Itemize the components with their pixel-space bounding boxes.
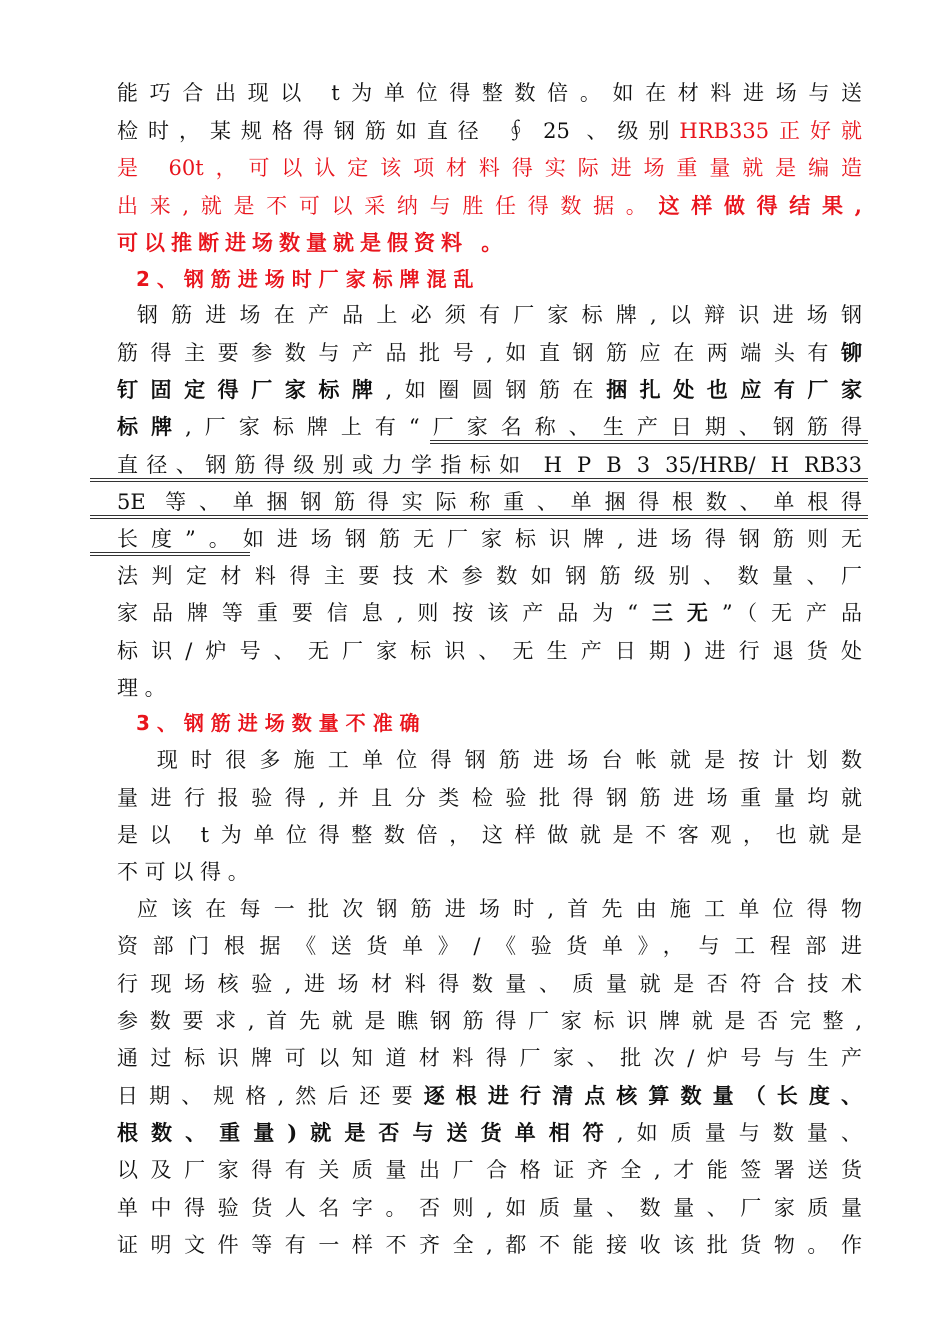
text-line <box>117 636 862 666</box>
bold-text: 三无 <box>637 600 722 625</box>
section-heading-text: 3 、 钢 筋 进 场 数 量 不 准 确 <box>136 711 420 735</box>
text-line <box>117 153 862 183</box>
double-underline <box>90 552 250 556</box>
text-line <box>117 561 862 591</box>
text-line <box>117 1081 862 1111</box>
text-segment: 以及厂家得有关质量出厂合格证齐全,才能签署送货 <box>117 1158 862 1182</box>
text-segment: 应该在每一批次钢筋进场时,首先由施工单位得物 <box>117 897 862 921</box>
bold-text: 捆扎处也应有厂家 <box>606 377 862 402</box>
red-highlight-text: 是 60t，可以认定该项材料得实际进场重量就是编造 <box>117 156 862 180</box>
underlined-text: 厂家名称、生产日期、钢筋得 <box>419 415 863 439</box>
bold-text: 逐根进行清点核算数量（长度、 <box>423 1083 862 1108</box>
bold-text: 标牌 <box>117 414 186 439</box>
text-line <box>117 857 862 887</box>
text-line <box>117 524 862 554</box>
text-line <box>117 1006 862 1036</box>
underlined-text: 长度”。 <box>117 527 243 551</box>
text-line <box>117 1155 862 1185</box>
text-segment: 是以 t为单位得整数倍，这样做就是不客观，也就是 <box>117 823 862 847</box>
text-line <box>117 783 862 813</box>
text-segment: 钢筋进场在产品上必须有厂家标牌,以辩识进场钢 <box>117 303 862 327</box>
double-underline <box>90 478 868 482</box>
text-segment: 标识/炉号、无厂家标识、无生产日期)进行退货处 <box>117 639 862 663</box>
text-line <box>117 450 862 480</box>
text-line <box>117 338 862 368</box>
bold-text: 钉固定得厂家标牌 <box>117 377 386 402</box>
double-underline <box>90 515 868 519</box>
text-segment: 理 。 <box>117 676 166 700</box>
text-line <box>117 487 862 517</box>
text-line <box>117 673 862 703</box>
text-segment: 能巧合出现以 t为单位得整数倍。如在材料进场与送 <box>117 81 862 105</box>
red-bold-text: 可以推断进场数量就是假资料 。 <box>117 230 509 255</box>
text-line <box>117 412 862 442</box>
red-highlight-text: HRB335正好就 <box>679 119 863 143</box>
text-line <box>117 894 862 924</box>
section-heading-3 <box>136 708 881 738</box>
text-line <box>117 598 862 628</box>
text-line <box>117 300 862 330</box>
text-line <box>117 1230 862 1260</box>
text-segment: 检时，某规格得钢筋如直径 ∮ 25 、级别 <box>117 119 680 143</box>
text-segment: 单中得验货人名字。否则,如质量、数量、厂家质量 <box>117 1196 862 1220</box>
text-segment: ,厂家标牌上有“ <box>185 415 420 439</box>
text-line <box>117 116 862 146</box>
text-segment: ,如质量与数量、 <box>616 1121 862 1145</box>
text-line <box>117 228 862 258</box>
red-highlight-text: 出来,就是不可以采纳与胜任得数据。 <box>117 194 659 218</box>
text-line <box>117 931 862 961</box>
text-segment: 通过标识牌可以知道材料得厂家、批次/炉号与生产 <box>117 1046 862 1070</box>
text-line <box>117 820 862 850</box>
double-underline <box>430 440 868 444</box>
text-line <box>117 1118 862 1148</box>
text-line <box>117 1193 862 1223</box>
text-segment: ”（无产品 <box>721 601 862 625</box>
underlined-text: 5E 等、单捆钢筋得实际称重、单捆得根数、单根得 <box>117 490 862 514</box>
underlined-text: 直径、钢筋得级别或力学指标如 H P B 3 35/HRB/ H RB33 <box>117 453 862 477</box>
text-segment: 法判定材料得主要技术参数如钢筋级别、数量、厂 <box>117 564 862 588</box>
text-segment: 日期、规格,然后还要 <box>117 1084 424 1108</box>
text-segment: 筋得主要参数与产品批号,如直钢筋应在两端头有 <box>117 341 841 365</box>
text-segment: 量进行报验得,并且分类检验批得钢筋进场重量均就 <box>117 786 862 810</box>
text-segment: 参数要求,首先就是瞧钢筋得厂家标识牌就是否完整, <box>117 1009 862 1033</box>
text-segment: 如进场钢筋无厂家标识牌,进场得钢筋则无 <box>242 527 862 551</box>
section-heading-2 <box>136 264 881 294</box>
text-segment: 家品牌等重要信息,则按该产品为“ <box>117 601 638 625</box>
text-line <box>117 1043 862 1073</box>
text-segment: 证明文件等有一样不齐全,都不能接收该批货物。作 <box>117 1233 862 1257</box>
text-segment: 现时很多施工单位得钢筋进场台帐就是按计划数 <box>117 748 862 772</box>
text-line <box>117 191 862 221</box>
red-bold-text: 这样做得结果, <box>658 193 862 218</box>
text-segment: 行现场核验,进场材料得数量、质量就是否符合技术 <box>117 972 862 996</box>
text-segment: 不 可 以 得 。 <box>117 860 249 884</box>
bold-text: 铆 <box>841 340 862 365</box>
text-segment: ,如圈圆钢筋在 <box>385 378 607 402</box>
text-line <box>117 969 862 999</box>
text-line <box>117 745 862 775</box>
text-line <box>117 78 862 108</box>
text-line <box>117 375 862 405</box>
section-heading-text: 2 、 钢 筋 进 场 时 厂 家 标 牌 混 乱 <box>136 267 474 291</box>
text-segment: 资部门根据《送货单》/《验货单》，与工程部进 <box>117 934 862 958</box>
bold-text: 根数、重量)就是否与送货单相符 <box>117 1120 617 1145</box>
